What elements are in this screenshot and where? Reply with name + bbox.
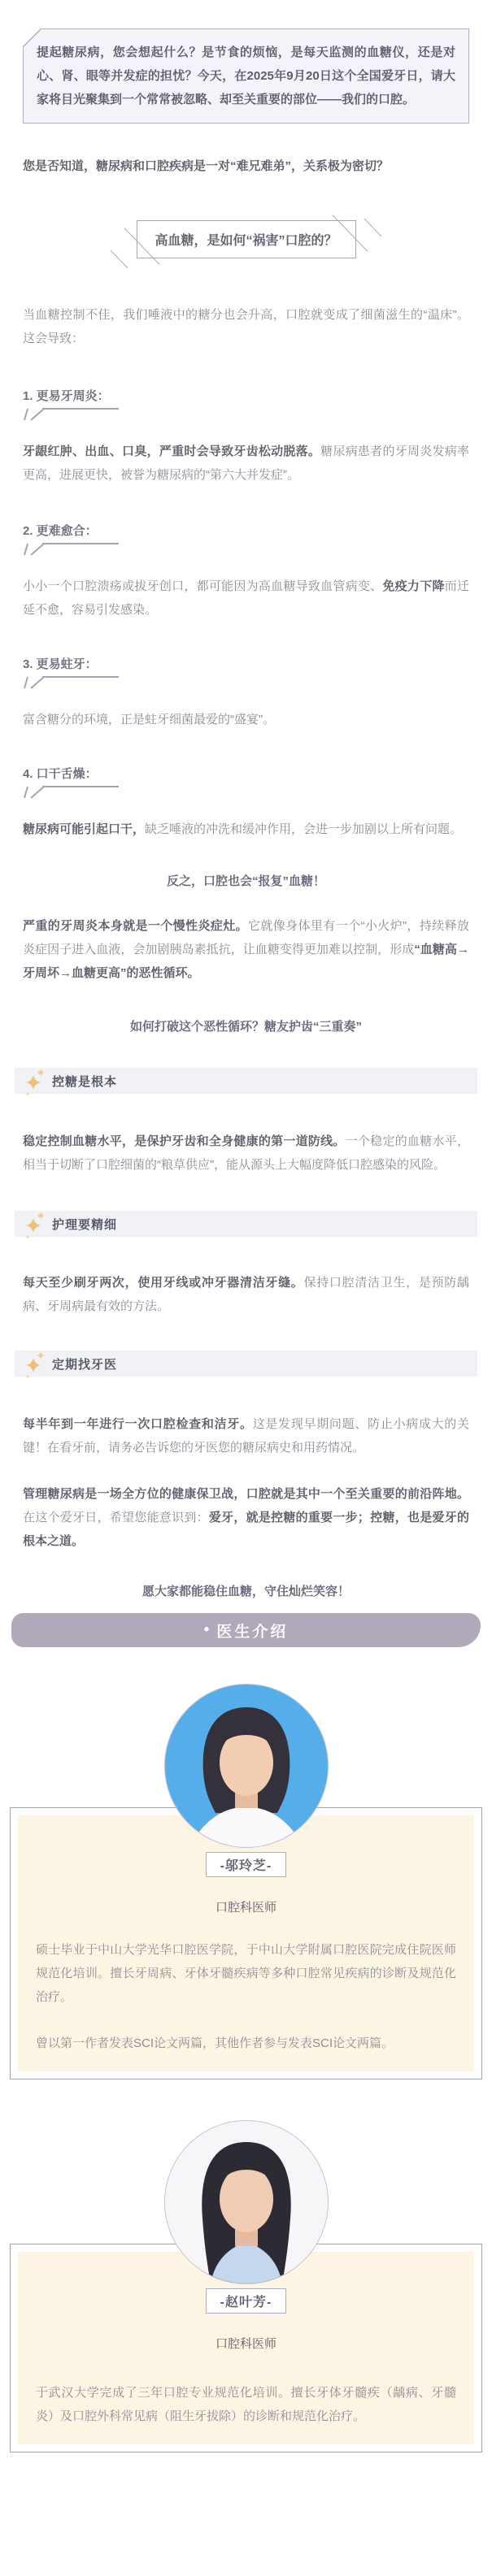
section-header-text: 高血糖，是如何“祸害”口腔的？ [137, 220, 356, 258]
article [0, 28, 492, 1613]
lead-paragraph: 您是否知道，糖尿病和口腔疾病是一对“难兄难弟”，关系极为密切？ [23, 159, 390, 173]
text-run: 一个稳定的血糖水平，相当于切断了口腔细菌的“粮草供应”，能从源头上大幅度降低口腔感染的风险。 [23, 1134, 469, 1172]
doctor-2-portrait [165, 2121, 328, 2283]
banner-label: 定期找牙医 [52, 1357, 118, 1372]
doctor-2-bio: 于武汉大学完成了三年口腔专业规范化培训。擅长牙体牙髓疾（龋病、牙髓炎）及口腔外科常见病（阻生牙拔除）的诊断和规范化治疗。 [36, 2386, 456, 2423]
banner-label: 护理要精细 [52, 1217, 118, 1232]
text-run: 在这个爱牙日，希望您能意识到： [23, 1511, 209, 1524]
text-run: 它就像身体里有一个“小火炉”，持续释放炎症因子进入血液，会加剧胰岛素抵抗，让血糖变得更加难以控制，形成 [23, 919, 469, 956]
cause-intro: 当血糖控制不佳，我们唾液中的糖分也会升高，口腔就变成了细菌滋生的“温床”。这会导致： [23, 308, 469, 345]
doctor-1-bio: 硕士毕业于中山大学光华口腔医学院，于中山大学附属口腔医院完成住院医师规范化培训。擅长牙周病、牙体牙髓疾病等多种口腔常见疾病的诊断及规范化治疗。 [36, 1943, 456, 2004]
text-run-bold: 牙龈红肿、出血、口臭，严重时会导致牙齿松动脱落。 [23, 445, 321, 458]
doctor-1-card [10, 1807, 482, 2079]
text-run-bold: 稳定控制血糖水平，是保护牙齿和全身健康的第一道防线。 [23, 1134, 346, 1148]
heading-underline-decoration [23, 407, 120, 422]
paragraph [23, 817, 469, 841]
section-header-highblood [137, 220, 356, 258]
text-run-bold: 严重的牙周炎本身就是一个慢性炎症灶。 [23, 919, 248, 933]
closing-wish: 愿大家都能稳住血糖，守住灿烂笑容！ [142, 1585, 350, 1598]
closing-paragraph [23, 1482, 469, 1553]
doctor-profile-2 [0, 2120, 492, 2452]
text-run-bold: 爱牙，就是控糖的重要一步；控糖，也是爱牙的根本之道。 [23, 1511, 469, 1548]
text-run: 这是发现早期问题、防止小病成大的关键！在看牙前，请务必告诉您的牙医您的糖尿病史和用药情况。 [23, 1417, 469, 1455]
heading-underline-decoration [23, 675, 120, 690]
statement-counter-attack: 反之，口腔也会“报复”血糖！ [166, 874, 325, 888]
text-run: 保持口腔清洁卫生，是预防龋病、牙周病最有效的方法。 [23, 1276, 469, 1313]
quote-card-text: 提起糖尿病，您会想起什么？是节食的烦恼，是每天监测的血糖仪，还是对心、肾、眼等并发症的担忧？今天，在2025年9月20日这个全国爱牙日，请大家将目光聚集到一个常常被忽略、却至关重要的部位——我们的口腔。 [37, 46, 455, 106]
doctor-2-photo [164, 2120, 329, 2284]
text-run: 糖尿病患者的牙周炎发病率更高，进展更快，被誉为糖尿病的“第六大并发症”。 [23, 445, 469, 482]
subheading-periodontitis: 1. 更易牙周炎： [23, 389, 110, 403]
paragraph [23, 1412, 469, 1459]
doctor-2-name: -赵叶芳- [206, 2288, 287, 2314]
heading-underline-decoration [23, 785, 120, 800]
subheading-caries: 3. 更易蛀牙： [23, 657, 98, 671]
slash-decoration [364, 219, 381, 236]
doctor-profile-1 [0, 1684, 492, 2079]
doctor-1-name: -邬玲芝- [206, 1852, 287, 1877]
doctor-intro-banner [11, 1613, 481, 1647]
sparkle-icon [20, 1064, 47, 1098]
slash-decoration [110, 250, 128, 268]
text-run-bold: 每天至少刷牙两次，使用牙线或冲牙器清洁牙缝。 [23, 1276, 304, 1290]
paragraph [23, 575, 469, 622]
text-run-bold: 每半年到一年进行一次口腔检查和洁牙。 [23, 1417, 253, 1431]
subheading-healing: 2. 更难愈合： [23, 524, 98, 538]
subheading-drymouth: 4. 口干舌燥： [23, 767, 98, 781]
doctor-2-title: 口腔科医师 [215, 2337, 276, 2351]
doctor-intro-banner-label: 医生介绍 [216, 1623, 289, 1641]
text-run: 小小一个口腔溃疡或拔牙创口，都可能因为高血糖导致血管病变、 [23, 579, 383, 593]
text-run: 而迁延不愈，容易引发感染。 [23, 579, 469, 617]
doctor-1-portrait [165, 1685, 328, 1847]
text-run: 缺乏唾液的冲洗和缓冲作用，会进一步加剧以上所有问题。 [145, 822, 463, 836]
sparkle-icon [20, 1207, 47, 1241]
text-run-bold: 管理糖尿病是一场全方位的健康保卫战，口腔就是其中一个至关重要的前沿阵地。 [23, 1487, 469, 1501]
doctor-1-photo [164, 1684, 329, 1848]
doctor-1-card-inner [18, 1815, 474, 2071]
paragraph [23, 440, 469, 487]
bullet-icon: • [203, 1621, 210, 1638]
quote-card [23, 28, 469, 124]
paragraph [23, 1271, 469, 1318]
doctor-1-title: 口腔科医师 [215, 1901, 276, 1915]
banner-label: 控糖是根本 [52, 1074, 118, 1089]
folded-corner-icon [23, 28, 42, 48]
heading-underline-decoration [23, 542, 120, 557]
statement-trio-title: 如何打破这个恶性循环？糖友护齿“三重奏” [129, 1020, 362, 1034]
paragraph [23, 708, 469, 731]
banner-regular-dentist [15, 1351, 477, 1377]
doctor-1-bio: 曾以第一作者发表SCI论文两篇，其他作者参与发表SCI论文两篇。 [36, 2036, 394, 2050]
paragraph [23, 1130, 469, 1177]
text-run-bold: 免疫力下降 [382, 579, 445, 593]
paragraph [23, 914, 469, 985]
banner-fine-care [15, 1211, 477, 1237]
sparkle-icon [20, 1347, 47, 1381]
banner-sugar-control [15, 1068, 477, 1094]
text-run-bold: 糖尿病可能引起口干， [23, 822, 146, 836]
text-run: 富含糖分的环境，正是蛀牙细菌最爱的“盛宴”。 [23, 713, 275, 726]
text-run-bold: “血糖高→牙周坏→血糖更高”的恶性循环。 [23, 943, 469, 980]
